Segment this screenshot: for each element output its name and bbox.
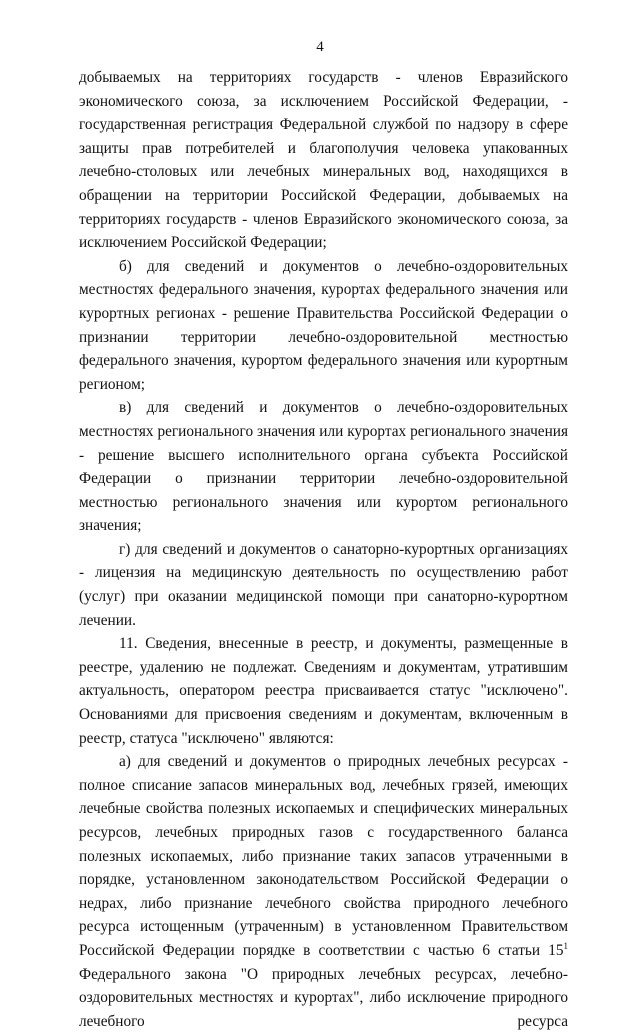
document-body <box>79 66 568 1033</box>
article-superscript: 1 <box>563 940 568 951</box>
paragraph-item-a-text-1: а) для сведений и документов о природных лечебных ресурсах - полное списание запасов минеральных вод, лечебных грязей, имеющих лечебные свойства полезных ископаемых и специфических минеральных ресурсов, лечебных природных газов с государственного баланса полезных ископаемых, либо признание таких запасов утраченными в порядке, установленном законодательством Российской Федерации о недрах, либо признание лечебного свойства природного лечебного ресурса истощенным (утраченным) в установленном Правительством Российской Федерации порядке в соответствии с частью 6 статьи 15 <box>79 753 568 959</box>
paragraph-item-b: б) для сведений и документов о лечебно-оздоровительных местностях федерального значения, курортах федерального значения или курортных регионах - решение Правительства Российской Федерации о признании территории лечебно-оздоровительной местностью федерального значения, курортом федерального значения или курортным регионом; <box>79 257 568 393</box>
page-number: 4 <box>316 39 324 55</box>
paragraph-item-a <box>79 750 568 1033</box>
paragraph-item-g: г) для сведений и документов о санаторно-курортных организациях - лицензия на медицинскую деятельность по осуществлению работ (услуг) при оказании медицинской помощи при санаторно-курортном лечении. <box>79 540 568 629</box>
paragraph-clause-11: 11. Сведения, внесенные в реестр, и документы, размещенные в реестре, удалению не подлежат. Сведениям и документам, утратившим актуальность, оператором реестра присваивается статус "исключено". Основаниями для присвоения сведениям и документам, включенным в реестр, статуса "исключено" являются: <box>79 635 568 747</box>
paragraph-item-v: в) для сведений и документов о лечебно-оздоровительных местностях регионального значения или курортах регионального значения - решение высшего исполнительного органа субъекта Российской Федерации о признании территории лечебно-оздоровительной местностью регионального значения или курортом регионального значения; <box>79 399 568 535</box>
paragraph-registration-continuation: добываемых на территориях государств - членов Евразийского экономического союза, за исключением Российской Федерации, - государственная регистрация Федеральной службой по надзору в сфере защиты прав потребителей и благополучия человека упакованных лечебно-столовых или лечебных минеральных вод, находящихся в обращении на территории Российской Федерации, добываемых на территориях государств - членов Евразийского экономического союза, за исключением Российской Федерации; <box>79 69 568 252</box>
paragraph-item-a-text-2: Федерального закона "О природных лечебных ресурсах, лечебно-оздоровительных местностях и курортах", либо исключение природного лечебного ресурса <box>79 965 568 1030</box>
